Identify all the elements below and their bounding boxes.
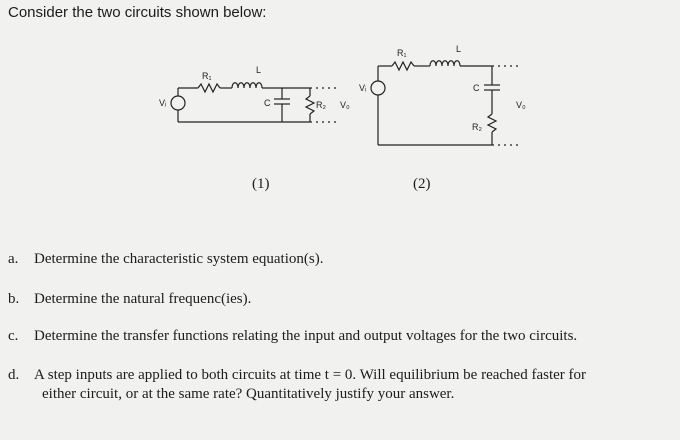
question-letter: a. (8, 251, 19, 267)
question-text-cont: either circuit, or at the same rate? Quantitatively justify your answer. (42, 386, 455, 402)
intro-text: Consider the two circuits shown below: (8, 4, 267, 21)
question-text: Determine the natural frequenc(ies). (34, 291, 252, 307)
c1-r2-label: R₂ (316, 100, 326, 110)
c2-c-label: C (473, 83, 480, 93)
c2-vo-label: V₀ (516, 100, 526, 110)
question-d (8, 366, 680, 402)
c2-l-label: L (456, 44, 462, 54)
circuit-2-label: (2) (413, 176, 431, 192)
question-a (8, 250, 323, 269)
c1-r1-label: R₁ (202, 71, 212, 81)
c1-vo-label: V₀ (340, 100, 350, 110)
circuit-diagrams (0, 0, 680, 200)
question-c (8, 327, 577, 346)
c1-c-label: C (264, 98, 271, 108)
circuit-2-diagram (371, 61, 518, 145)
c1-l-label: L (256, 65, 262, 75)
c2-r1-label: R₁ (397, 48, 407, 58)
circuit-1-diagram (171, 83, 336, 122)
c2-vi-label: Vᵢ (359, 83, 367, 93)
question-text: A step inputs are applied to both circuits at time t = 0. Will equilibrium be reached faster for (34, 367, 587, 383)
question-letter: b. (8, 291, 20, 307)
question-letter: c. (8, 328, 19, 344)
c2-r2-label: R₂ (472, 122, 482, 132)
c1-vi-label: Vᵢ (159, 98, 167, 108)
question-text: Determine the transfer functions relating the input and output voltages for the two circuits. (34, 328, 578, 344)
circuit-1-label: (1) (252, 176, 270, 192)
question-text: Determine the characteristic system equation(s). (34, 251, 324, 267)
question-letter: d. (8, 367, 20, 383)
question-b (8, 290, 251, 309)
